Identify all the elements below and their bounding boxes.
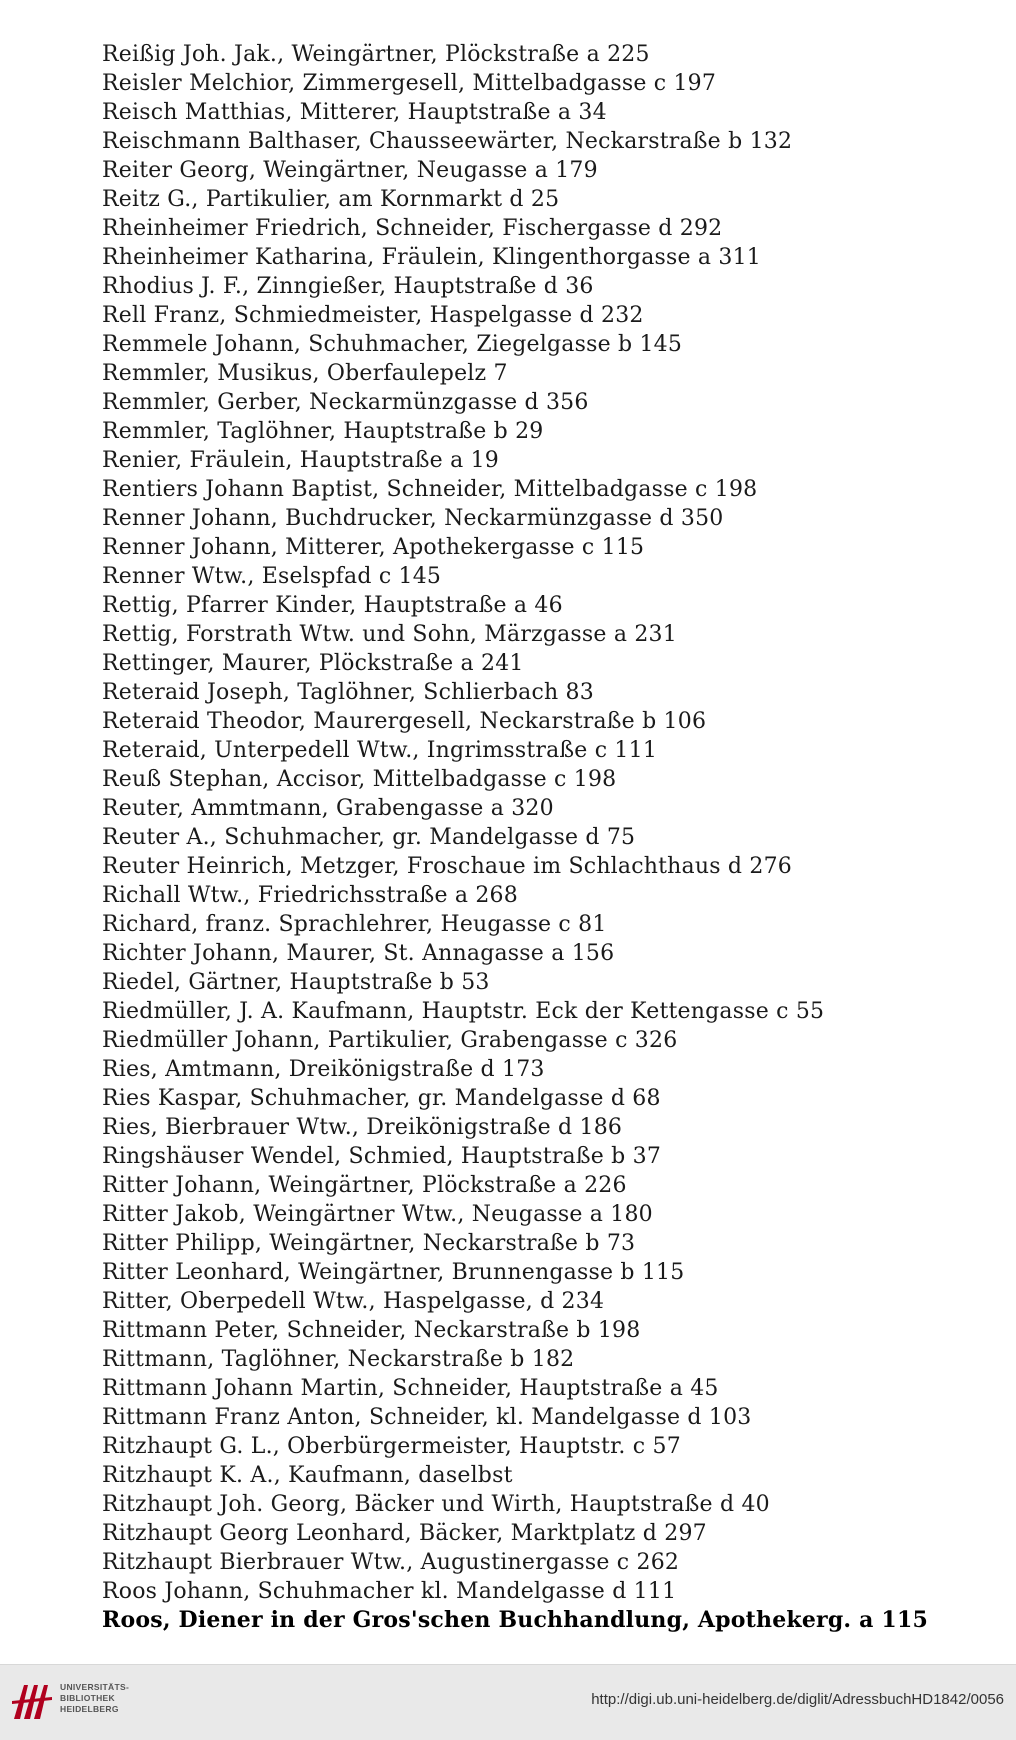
address-list — [102, 40, 1002, 1635]
address-entry: Ritter Leonhard, Weingärtner, Brunnengasse b 115 — [102, 1260, 685, 1285]
address-entry: Reuter Heinrich, Metzger, Froschaue im Schlachthaus d 276 — [102, 854, 792, 879]
address-entry: Renner Johann, Mitterer, Apothekergasse c 115 — [102, 535, 645, 560]
address-entry: Riedel, Gärtner, Hauptstraße b 53 — [102, 970, 490, 995]
address-entry: Ritzhaupt Joh. Georg, Bäcker und Wirth, Hauptstraße d 40 — [102, 1492, 770, 1517]
address-entry: Reiter Georg, Weingärtner, Neugasse a 179 — [102, 158, 598, 183]
address-entry: Remmler, Taglöhner, Hauptstraße b 29 — [102, 419, 544, 444]
address-entry: Reischmann Balthaser, Chausseewärter, Neckarstraße b 132 — [102, 129, 793, 154]
address-entry: Ritzhaupt Georg Leonhard, Bäcker, Marktplatz d 297 — [102, 1521, 707, 1546]
address-entry: Ries, Bierbrauer Wtw., Dreikönigstraße d 186 — [102, 1115, 623, 1140]
university-library-logo-icon — [10, 1679, 54, 1723]
address-entry: Rittmann, Taglöhner, Neckarstraße b 182 — [102, 1347, 575, 1372]
address-entry: Riedmüller Johann, Partikulier, Grabengasse c 326 — [102, 1028, 678, 1053]
library-name-line-2: BIBLIOTHEK — [60, 1693, 115, 1703]
address-entry: Ritzhaupt G. L., Oberbürgermeister, Hauptstr. c 57 — [102, 1434, 681, 1459]
address-entry: Richter Johann, Maurer, St. Annagasse a 156 — [102, 941, 615, 966]
address-entry: Rentiers Johann Baptist, Schneider, Mittelbadgasse c 198 — [102, 477, 758, 502]
address-entry: Rittmann Peter, Schneider, Neckarstraße b 198 — [102, 1318, 641, 1343]
address-entry: Reteraid, Unterpedell Wtw., Ingrimsstraße c 111 — [102, 738, 658, 763]
address-entry: Ries Kaspar, Schuhmacher, gr. Mandelgasse d 68 — [102, 1086, 661, 1111]
address-entry: Renier, Fräulein, Hauptstraße a 19 — [102, 448, 499, 473]
address-entry: Roos, Diener in der Gros'schen Buchhandlung, Apothekerg. a 115 — [102, 1607, 928, 1633]
address-entry: Rhodius J. F., Zinngießer, Hauptstraße d 36 — [102, 274, 594, 299]
address-entry: Remmler, Musikus, Oberfaulepelz 7 — [102, 361, 508, 386]
library-name-line-3: HEIDELBERG — [60, 1704, 119, 1714]
address-entry: Reteraid Joseph, Taglöhner, Schlierbach 83 — [102, 680, 594, 705]
address-entry: Rettig, Forstrath Wtw. und Sohn, Märzgasse a 231 — [102, 622, 677, 647]
address-entry: Renner Wtw., Eselspfad c 145 — [102, 564, 442, 589]
address-entry: Reißig Joh. Jak., Weingärtner, Plöckstraße a 225 — [102, 42, 650, 67]
address-entry: Rettig, Pfarrer Kinder, Hauptstraße a 46 — [102, 593, 563, 618]
library-footer — [0, 1664, 1016, 1740]
address-entry: Riedmüller, J. A. Kaufmann, Hauptstr. Eck der Kettengasse c 55 — [102, 999, 825, 1024]
address-entry: Renner Johann, Buchdrucker, Neckarmünzgasse d 350 — [102, 506, 724, 531]
address-entry: Ritter Johann, Weingärtner, Plöckstraße a 226 — [102, 1173, 627, 1198]
address-entry: Rheinheimer Friedrich, Schneider, Fischergasse d 292 — [102, 216, 723, 241]
address-entry: Ritzhaupt Bierbrauer Wtw., Augustinergasse c 262 — [102, 1550, 680, 1575]
address-entry: Ries, Amtmann, Dreikönigstraße d 173 — [102, 1057, 545, 1082]
address-entry: Reuter, Ammtmann, Grabengasse a 320 — [102, 796, 554, 821]
address-entry: Reteraid Theodor, Maurergesell, Neckarstraße b 106 — [102, 709, 707, 734]
address-entry: Ritzhaupt K. A., Kaufmann, daselbst — [102, 1463, 513, 1488]
address-entry: Ringshäuser Wendel, Schmied, Hauptstraße b 37 — [102, 1144, 662, 1169]
address-entry: Remmele Johann, Schuhmacher, Ziegelgasse b 145 — [102, 332, 683, 357]
library-name — [60, 1682, 129, 1715]
address-entry: Richall Wtw., Friedrichsstraße a 268 — [102, 883, 518, 908]
address-entry: Ritter, Oberpedell Wtw., Haspelgasse, d 234 — [102, 1289, 605, 1314]
address-entry: Rittmann Franz Anton, Schneider, kl. Mandelgasse d 103 — [102, 1405, 752, 1430]
address-entry: Reuter A., Schuhmacher, gr. Mandelgasse d 75 — [102, 825, 636, 850]
address-entry: Rettinger, Maurer, Plöckstraße a 241 — [102, 651, 524, 676]
address-entry: Reitz G., Partikulier, am Kornmarkt d 25 — [102, 187, 560, 212]
address-entry: Roos Johann, Schuhmacher kl. Mandelgasse d 111 — [102, 1579, 677, 1604]
address-entry: Ritter Jakob, Weingärtner Wtw., Neugasse a 180 — [102, 1202, 653, 1227]
address-entry: Reisler Melchior, Zimmergesell, Mittelbadgasse c 197 — [102, 71, 717, 96]
address-entry: Reuß Stephan, Accisor, Mittelbadgasse c 198 — [102, 767, 617, 792]
address-entry: Reisch Matthias, Mitterer, Hauptstraße a 34 — [102, 100, 607, 125]
address-entry: Rheinheimer Katharina, Fräulein, Klingenthorgasse a 311 — [102, 245, 762, 270]
permalink-url[interactable]: http://digi.ub.uni-heidelberg.de/diglit/AdressbuchHD1842/0056 — [591, 1691, 1004, 1708]
address-entry: Remmler, Gerber, Neckarmünzgasse d 356 — [102, 390, 589, 415]
address-entry: Richard, franz. Sprachlehrer, Heugasse c 81 — [102, 912, 607, 937]
address-entry: Rittmann Johann Martin, Schneider, Hauptstraße a 45 — [102, 1376, 719, 1401]
address-entry: Rell Franz, Schmiedmeister, Haspelgasse d 232 — [102, 303, 644, 328]
library-name-line-1: UNIVERSITÄTS- — [60, 1682, 130, 1692]
address-entry: Ritter Philipp, Weingärtner, Neckarstraße b 73 — [102, 1231, 636, 1256]
